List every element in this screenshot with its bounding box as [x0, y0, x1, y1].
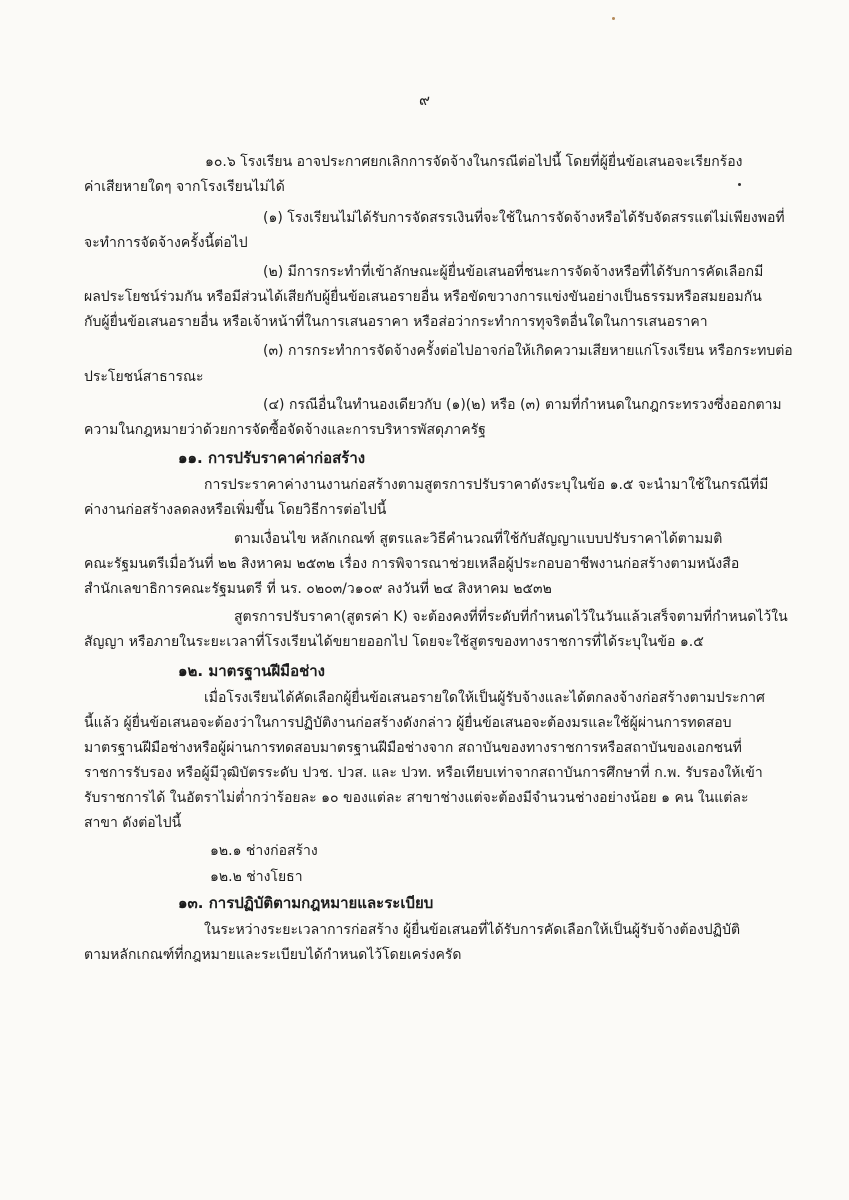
text-line: (๔) กรณีอื่นในทำนองเดียวกับ (๑)(๒) หรือ (๓) ตามที่กำหนดในกฎกระทรวงซึ่งออกตาม: [263, 397, 782, 413]
text-line: สาขา ดังต่อไปนี้: [84, 815, 182, 831]
text-line: คณะรัฐมนตรีเมื่อวันที่ ๒๒ สิงหาคม ๒๕๓๒ เรื่อง การพิจารณาช่วยเหลือผู้ประกอบอาชีพงานก่อสร้างตามหนังสือ: [84, 556, 740, 572]
text-line: มาตรฐานฝีมือช่างหรือผู้ผ่านการทดสอบมาตรฐานฝีมือช่างจาก สถาบันของทางราชการหรือสถาบันของเอกชนที่: [84, 740, 742, 756]
scan-speck: [738, 183, 741, 186]
text-line: รับราชการได้ ในอัตราไม่ต่ำกว่าร้อยละ ๑๐ ของแต่ละ สาขาช่างแต่จะต้องมีจำนวนช่างอย่างน้อย ๑ คน ในแต่ละ: [84, 790, 749, 806]
text-line: เมื่อโรงเรียนได้คัดเลือกผู้ยื่นข้อเสนอรายใดให้เป็นผู้รับจ้างและได้ตกลงจ้างก่อสร้างตามประกาศ: [204, 690, 765, 706]
text-line: ในระหว่างระยะเวลาการก่อสร้าง ผู้ยื่นข้อเสนอที่ได้รับการคัดเลือกให้เป็นผู้รับจ้างต้องปฏิบัติ: [204, 922, 741, 938]
scan-speck: [612, 17, 615, 20]
text-line: การประราคาค่างานงานก่อสร้างตามสูตรการปรับราคาดังระบุในข้อ ๑.๕ จะนำมาใช้ในกรณีที่มี: [204, 477, 769, 493]
text-line: ตามหลักเกณฑ์ที่กฎหมายและระเบียบได้กำหนดไว้โดยเคร่งครัด: [84, 947, 462, 963]
text-line: สำนักเลขาธิการคณะรัฐมนตรี ที่ นร. ๐๒๐๓/ว๑๐๙ ลงวันที่ ๒๔ สิงหาคม ๒๕๓๒: [84, 581, 552, 597]
text-line: ตามเงื่อนไข หลักเกณฑ์ สูตรและวิธีคำนวณที่ใช้กับสัญญาแบบปรับราคาได้ตามมติ: [234, 531, 723, 547]
section-heading-12: ๑๒. มาตรฐานฝีมือช่าง: [178, 662, 326, 680]
text-line: ค่างานก่อสร้างลดลงหรือเพิ่มขึ้น โดยวิธีการต่อไปนี้: [84, 502, 387, 518]
text-line: ประโยชน์สาธารณะ: [84, 369, 204, 385]
section-heading-13: ๑๓. การปฏิบัติตามกฎหมายและระเบียบ: [178, 894, 434, 912]
text-line: (๑) โรงเรียนไม่ได้รับการจัดสรรเงินที่จะใช้ในการจัดจ้างหรือได้รับจัดสรรแต่ไม่เพียงพอที่: [263, 210, 785, 226]
text-line: (๓) การกระทำการจัดจ้างครั้งต่อไปอาจก่อให้เกิดความเสียหายแก่โรงเรียน หรือกระทบต่อ: [263, 343, 793, 359]
section-heading-11: ๑๑. การปรับราคาค่าก่อสร้าง: [178, 449, 366, 467]
page-number: ๙: [419, 91, 430, 109]
text-line: นี้แล้ว ผู้ยื่นข้อเสนอจะต้องว่าในการปฏิบัติงานก่อสร้างดังกล่าว ผู้ยื่นข้อเสนอจะต้องมรและใช้ผู้ผ่านการทดสอบ: [84, 715, 732, 731]
text-line: ราชการรับรอง หรือผู้มีวุฒิบัตรระดับ ปวช. ปวส. และ ปวท. หรือเทียบเท่าจากสถาบันการศึกษาที่ ก.พ. รับรองให้เข้า: [84, 765, 763, 781]
text-line: จะทำการจัดจ้างครั้งนี้ต่อไป: [84, 235, 248, 251]
text-line: ๑๒.๒ ช่างโยธา: [210, 869, 303, 885]
text-line: กับผู้ยื่นข้อเสนอรายอื่น หรือเจ้าหน้าที่ในการเสนอราคา หรือส่อว่ากระทำการทุจริตอื่นใดในการเสนอราคา: [84, 314, 708, 330]
text-line: ผลประโยชน์ร่วมกัน หรือมีส่วนได้เสียกับผู้ยื่นข้อเสนอรายอื่น หรือขัดขวางการแข่งขันอย่างเป็นธรรมหรือสมยอมกัน: [84, 289, 762, 305]
text-line: สูตรการปรับราคา(สูตรค่า K) จะต้องคงที่ที่ระดับที่กำหนดไว้ในวันแล้วเสร็จตามที่กำหนดไว้ใน: [234, 609, 788, 625]
text-line: ๑๐.๖ โรงเรียน อาจประกาศยกเลิกการจัดจ้างในกรณีต่อไปนี้ โดยที่ผู้ยื่นข้อเสนอจะเรียกร้อง: [205, 154, 743, 170]
text-line: ๑๒.๑ ช่างก่อสร้าง: [210, 843, 318, 859]
text-line: (๒) มีการกระทำที่เข้าลักษณะผู้ยื่นข้อเสนอที่ชนะการจัดจ้างหรือที่ได้รับการคัดเลือกมี: [263, 264, 764, 280]
text-line: ค่าเสียหายใดๆ จากโรงเรียนไม่ได้: [84, 179, 285, 195]
text-line: ความในกฎหมายว่าด้วยการจัดซื้อจัดจ้างและการบริหารพัสดุภาครัฐ: [84, 422, 486, 438]
text-line: สัญญา หรือภายในระยะเวลาที่โรงเรียนได้ขยายออกไป โดยจะใช้สูตรของทางราชการที่ได้ระบุในข้อ ๑.๕: [84, 634, 704, 650]
